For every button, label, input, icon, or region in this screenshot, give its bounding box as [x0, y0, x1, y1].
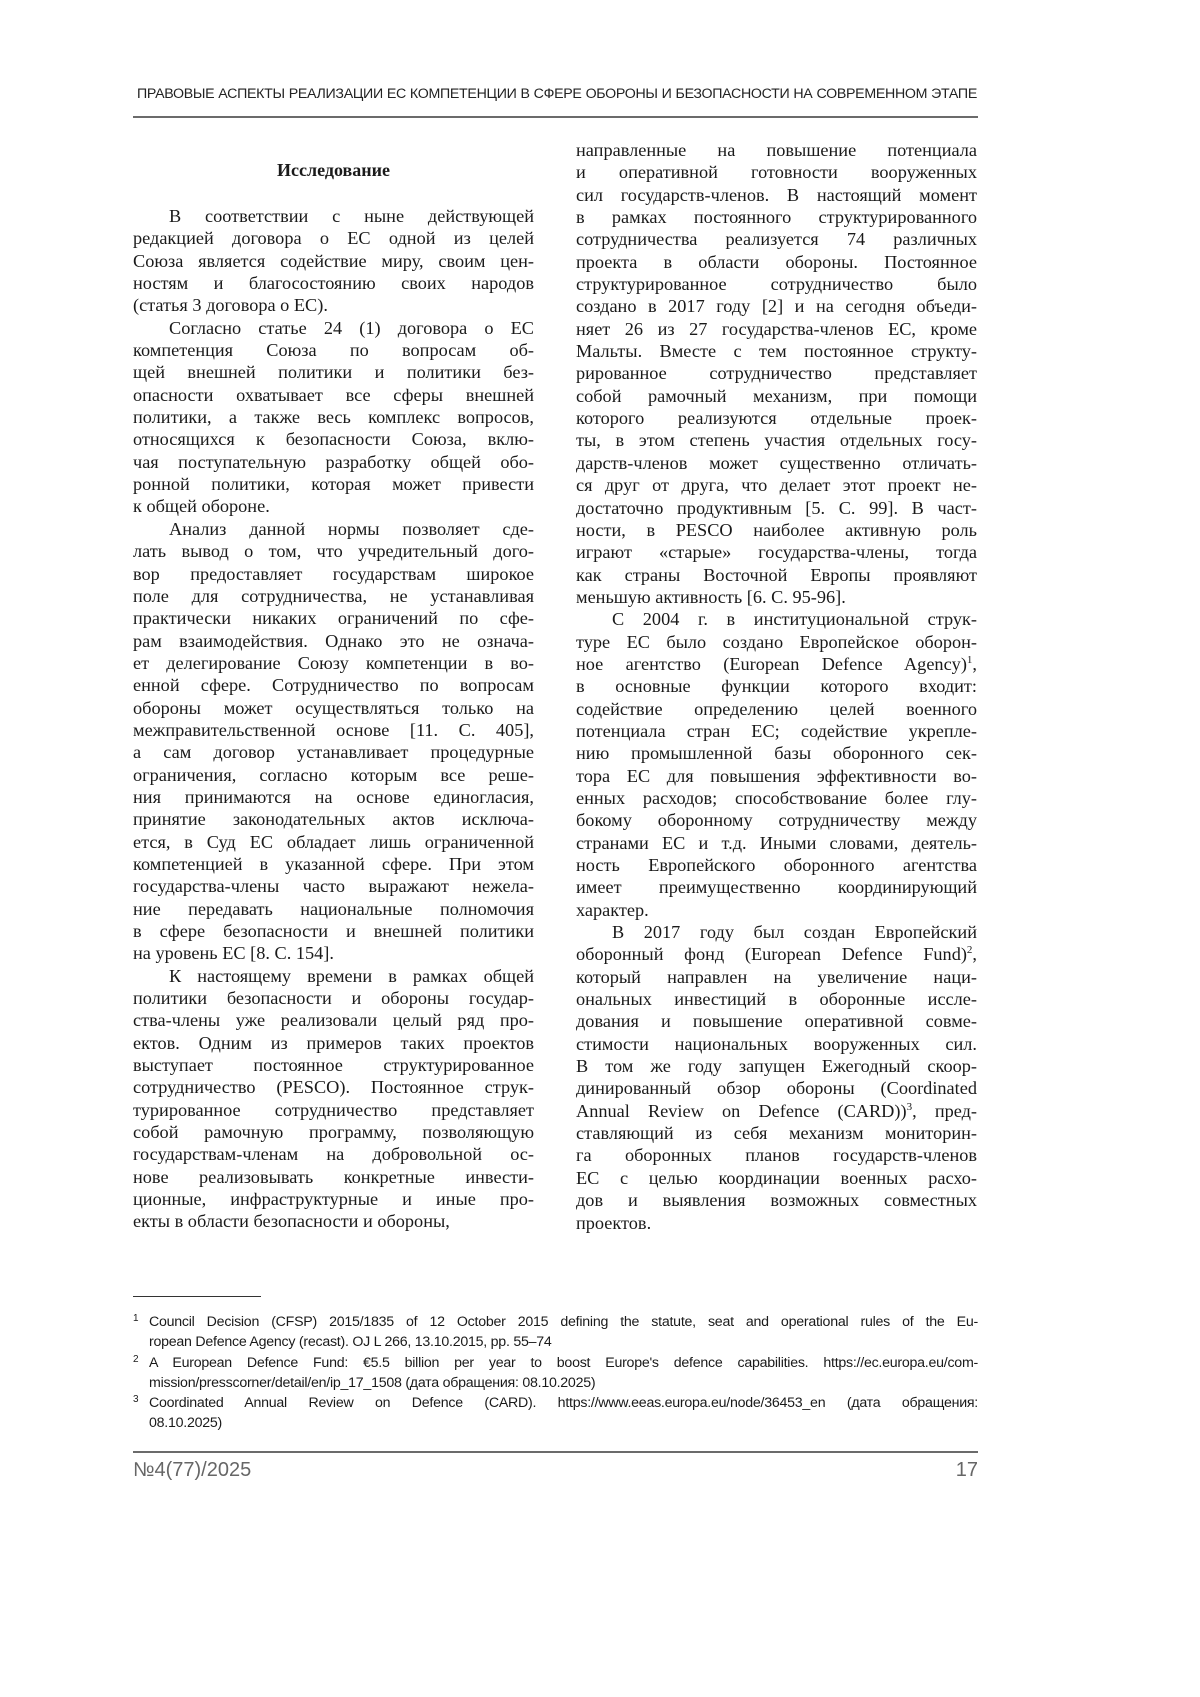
text-line: играют «старые» государства-члены, тогда [576, 542, 977, 563]
footnote-divider [133, 1296, 261, 1297]
text-line: В 2017 году был создан Европейский [612, 922, 977, 943]
text-line: создано в 2017 году [2] и на сегодня объеди- [576, 296, 977, 317]
text-line: и оперативной готовности вооруженных [576, 162, 977, 183]
text-line: Мальты. Вместе с тем постоянное структу- [576, 341, 977, 362]
text-line: направленные на повышение потенциала [576, 140, 977, 160]
text-line: В том же году запущен Ежегодный скоор- [576, 1056, 977, 1077]
text-line: К настоящему времени в рамках общей [169, 965, 534, 986]
text-line: екты в области безопасности и обороны, [133, 1211, 450, 1232]
line-text: , [972, 944, 977, 965]
text-line: потенциала стран ЕС; содействие укрепле- [576, 720, 977, 741]
line-text: , [972, 653, 977, 674]
text-line: в основные функции которого входит: [576, 676, 977, 697]
text-line: ностям и благосостоянию своих народов [133, 273, 534, 294]
text-line: содействие определению целей военного [576, 698, 977, 719]
text-line: обороны может осуществляться только на [133, 697, 534, 718]
text-line: енных расходов; способствование более глу- [576, 787, 977, 808]
line-text: ное агентство (European Defence Agency) [576, 653, 967, 674]
footnote-line: Council Decision (CFSP) 2015/1835 of 12 October 2015 defining the statute, seat and operational rules of the Eu- [149, 1314, 978, 1330]
text-line: В соответствии с ныне действующей [169, 206, 534, 226]
text-line: дования и повышение оперативной совме- [576, 1011, 977, 1032]
footnote-number: 3 [133, 1394, 139, 1406]
text-line: практически никаких ограничений по сфе- [133, 608, 534, 629]
footnote [133, 1312, 978, 1353]
paragraph [133, 317, 534, 518]
text-line: структурированное сотрудничество было [576, 274, 977, 295]
text-line [576, 943, 977, 965]
text-line: стимости национальных вооруженных сил. [576, 1033, 977, 1054]
text-line: как страны Восточной Европы проявляют [576, 564, 977, 585]
text-line: ности, в PESCO наиболее активную роль [576, 519, 977, 540]
paragraph [133, 965, 534, 1233]
text-line: выступает постоянное структурированное [133, 1055, 534, 1076]
paragraph [576, 608, 977, 921]
text-line: ся друг от друга, что делает этот проект не- [576, 475, 977, 496]
text-line: рам взаимодействия. Однако это не означа- [133, 630, 534, 651]
text-line: сотрудничество (PESCO). Постоянное струк- [133, 1077, 534, 1098]
paragraph [576, 921, 977, 1234]
paragraph [133, 205, 534, 317]
text-line: ционные, инфраструктурные и иные про- [133, 1189, 534, 1210]
text-line: ЕС с целью координации военных расхо- [576, 1167, 977, 1188]
text-line: на уровень ЕС [8. С. 154]. [133, 943, 334, 964]
text-line: который направлен на увеличение наци- [576, 966, 977, 987]
text-line: Анализ данной нормы позволяет сде- [169, 518, 534, 539]
text-line: няет 26 из 27 государства-членов ЕС, кроме [576, 318, 977, 339]
text-line: С 2004 г. в институциональной струк- [612, 609, 977, 630]
text-line: ния принимаются на основе единогласия, [133, 786, 534, 807]
line-text: , пред- [912, 1100, 978, 1121]
running-head: ПРАВОВЫЕ АСПЕКТЫ РЕАЛИЗАЦИИ ЕС КОМПЕТЕНЦИИ В СФЕРЕ ОБОРОНЫ И БЕЗОПАСНОСТИ НА СОВРЕМЕННОМ ЭТАПЕ [137, 86, 977, 102]
text-line: ты, в этом степень участия отдельных госу- [576, 430, 977, 451]
text-line: проекта в области обороны. Постоянное [576, 251, 977, 272]
footnote [133, 1353, 978, 1394]
text-line: турированное сотрудничество представляет [133, 1099, 534, 1120]
footnote-line: A European Defence Fund: €5.5 billion per year to boost Europe's defence capabilities. https://ec.europa.eu/com- [149, 1354, 978, 1371]
footnote-line: mission/presscorner/detail/en/ip_17_1508 (дата обращения: 08.10.2025) [149, 1374, 596, 1391]
text-line: ограничения, согласно которым все реше- [133, 764, 534, 785]
right-column [576, 139, 977, 1234]
footnote-ref[interactable]: 1 [966, 653, 973, 666]
text-line: меньшую активность [6. С. 95-96]. [576, 586, 846, 607]
header-divider [133, 116, 978, 118]
text-line: сотрудничества реализуется 74 различных [576, 229, 977, 250]
section-title: Исследование [277, 160, 390, 180]
text-line [576, 1100, 977, 1122]
text-line: вор предоставляет государствам широкое [133, 563, 534, 584]
text-line: ставляющий из себя механизм мониторин- [576, 1123, 977, 1144]
text-line: Согласно статье 24 (1) договора о ЕС [169, 317, 534, 338]
text-line: государствам-членам на добровольной ос- [133, 1144, 534, 1165]
text-line: ональных инвестиций в оборонные иссле- [576, 989, 977, 1010]
text-line: дарств-членов может существенно отличать- [576, 452, 977, 473]
footnote-line: Coordinated Annual Review on Defence (CARD). https://www.eeas.europa.eu/node/36453_en (дата обращения: [149, 1395, 978, 1412]
text-line: нию промышленной базы оборонного сек- [576, 743, 977, 764]
line-text: Annual Review on Defence (CARD)) [576, 1100, 907, 1121]
text-line: лать вывод о том, что учредительный дого- [133, 541, 534, 562]
text-line: редакцией договора о ЕС одной из целей [133, 228, 534, 249]
text-line: опасности охватывает все сферы внешней [133, 384, 534, 405]
left-column [133, 205, 534, 1233]
footnote-number: 2 [133, 1353, 139, 1365]
text-line: а сам договор устанавливает процедурные [133, 742, 534, 763]
text-line: в сфере безопасности и внешней политики [133, 921, 534, 941]
text-line: чая поступательную разработку общей обо- [133, 451, 534, 472]
text-line: ства-члены уже реализовали целый ряд про- [133, 1010, 534, 1031]
text-line: ется, в Суд ЕС обладает лишь ограниченной [133, 831, 534, 852]
text-line: ность Европейского оборонного агентства [576, 855, 977, 875]
issue-number: №4(77)/2025 [133, 1459, 252, 1481]
text-line: Союза является содействие миру, своим цен- [133, 250, 534, 271]
text-line: туре ЕС было создано Европейское оборон- [576, 631, 977, 652]
paragraph [133, 518, 534, 965]
footnote-ref[interactable]: 3 [906, 1100, 913, 1113]
text-line: ронной политики, которая может привести [133, 474, 534, 495]
text-line: собой рамочный механизм, при помощи [576, 385, 977, 406]
text-line: достаточно продуктивным [5. С. 99]. В част- [576, 497, 977, 518]
text-line: дов и выявления возможных совместных [576, 1190, 977, 1211]
text-line: политики безопасности и обороны государ- [133, 988, 534, 1009]
page-number: 17 [955, 1459, 978, 1481]
text-line: имеет преимущественно координирующий [576, 877, 977, 898]
text-line: к общей обороне. [133, 496, 270, 517]
text-line: странами ЕС и т.д. Иными словами, деятель- [576, 832, 977, 853]
text-line: в рамках постоянного структурированного [576, 207, 977, 228]
text-line: ектов. Одним из примеров таких проектов [133, 1032, 534, 1053]
text-line: государства-члены часто выражают нежела- [133, 876, 534, 897]
text-line: проектов. [576, 1212, 652, 1233]
text-line: компетенция Союза по вопросам об- [133, 340, 534, 361]
footnote-number: 1 [133, 1313, 139, 1324]
text-line: рированное сотрудничество представляет [576, 363, 977, 384]
text-line: ет делегирование Союзу компетенции в во- [133, 652, 534, 673]
text-line: межправительственной основе [11. С. 405], [133, 719, 534, 740]
text-line: енной сфере. Сотрудничество по вопросам [133, 675, 534, 696]
footnote-line: 08.10.2025) [149, 1415, 222, 1432]
paragraph [576, 139, 977, 608]
text-line: собой рамочную программу, позволяющую [133, 1122, 534, 1143]
text-line: тора ЕС для повышения эффективности во- [576, 765, 977, 786]
text-line: сил государств-членов. В настоящий момент [576, 184, 977, 205]
text-line: политики, а также весь комплекс вопросов, [133, 407, 534, 428]
footer-divider [133, 1451, 978, 1453]
text-line: динированный обзор обороны (Coordinated [576, 1078, 977, 1099]
text-line: га оборонных планов государств-членов [576, 1145, 977, 1166]
footnote-line: ropean Defence Agency (recast). OJ L 266, 13.10.2015, pp. 55–74 [149, 1334, 552, 1351]
text-line: щей внешней политики и политики без- [133, 362, 534, 383]
text-line: бокому оборонному сотрудничеству между [576, 810, 977, 831]
text-line: нове реализовывать конкретные инвести- [133, 1166, 534, 1187]
text-line: относящихся к безопасности Союза, вклю- [133, 429, 534, 450]
footnote [133, 1393, 978, 1434]
footnote-ref[interactable]: 2 [966, 944, 973, 957]
text-line: поле для сотрудничества, не устанавливая [133, 585, 534, 606]
text-line: компетенцией в указанной сфере. При этом [133, 853, 534, 874]
text-line: характер. [576, 899, 649, 920]
text-line [576, 653, 977, 675]
text-line: (статья 3 договора о ЕС). [133, 295, 328, 316]
line-text: оборонный фонд (European Defence Fund) [576, 944, 967, 965]
text-line: ние передавать национальные полномочия [133, 898, 534, 919]
text-line: которого реализуются отдельные проек- [576, 408, 977, 429]
footnotes [133, 1312, 978, 1434]
text-line: принятие законодательных актов исключа- [133, 809, 534, 830]
